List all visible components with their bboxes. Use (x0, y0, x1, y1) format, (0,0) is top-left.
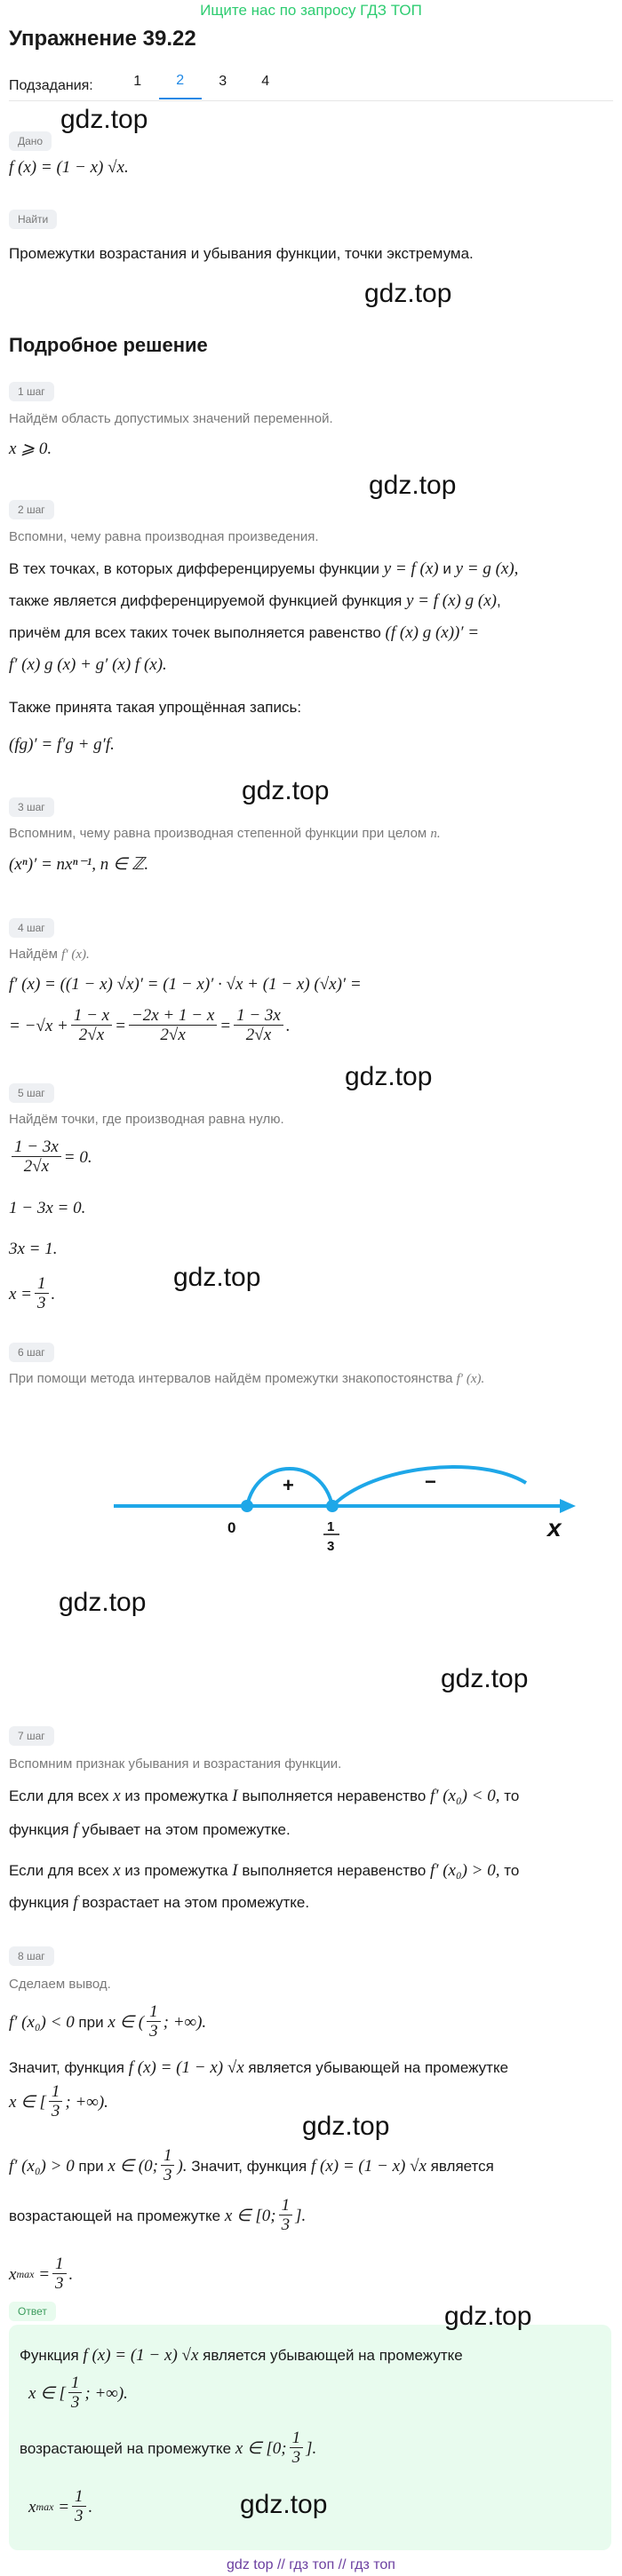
fraction: $\frac{1}{3}$ (161, 2147, 175, 2185)
step-2-hint: Вспомни, чему равна производная произведения. (9, 529, 319, 544)
step-2-line-1: В тех точках, в которых дифференцируемы функции y = f (x) и y = g (x), (9, 559, 519, 578)
watermark: gdz.top (242, 776, 330, 805)
fraction: $\frac{1}{3}$ (68, 2374, 83, 2413)
footer-link-1[interactable]: gdz top (227, 2557, 274, 2572)
step-8-line-2: Значит, функция f (x) = (1 − x) √x является убывающей на промежутке (9, 2058, 509, 2077)
watermark: gdz.top (441, 1664, 529, 1693)
step-1-formula: x ⩾ 0. (9, 440, 52, 458)
footer-link-3[interactable]: гдз топ (350, 2557, 395, 2572)
step-2-tag: 2 шаг (9, 500, 54, 519)
page-title: Упражнение 39.22 (9, 27, 196, 51)
fraction: $\frac{1}{3}$ (290, 2429, 304, 2468)
interval-diagram (0, 1421, 622, 1581)
step-2-line-2: также является дифференцируемой функцией функция y = f (x) g (x), (9, 591, 501, 610)
minus-sign: − (425, 1470, 436, 1493)
step-8-line-1: f′ (x₀) < 0 при x ∈ ( $\frac{1}{3}$ ; +∞). (9, 2002, 207, 2041)
step-8-line-5: возрастающей на промежутке x ∈ [0; $\frac{1}{3}$ ]. (9, 2196, 307, 2234)
watermark: gdz.top (59, 1588, 147, 1617)
step-8-tag: 8 шаг (9, 1946, 54, 1966)
label-third-numerator: 1 (327, 1519, 335, 1534)
fraction: $\frac{1}{3}$ (72, 2488, 86, 2526)
watermark: gdz.top (444, 2302, 532, 2331)
find-tag: Найти (9, 210, 57, 229)
answer-line-3: возрастающей на промежутке x ∈ [0; $\frac{1}{3}$ ]. (20, 2429, 317, 2467)
divider (9, 100, 613, 101)
point-one-third (326, 1500, 339, 1512)
step-8-line-4: f′ (x₀) > 0 при x ∈ (0; $\frac{1}{3}$ ). Значит, функция f (x) = (1 − x) √x является (9, 2146, 494, 2184)
fraction: $\frac{1}{3}$ (35, 1275, 49, 1313)
plus-sign: + (283, 1474, 294, 1496)
answer-tag: Ответ (9, 2302, 56, 2321)
step-7-para-2-line-1: Если для всех x из промежутка I выполняется неравенство f′ (x₀) > 0, то (9, 1861, 520, 1880)
answer-line-1: Функция f (x) = (1 − x) √x является убывающей на промежутке (20, 2346, 463, 2365)
step-7-para-1-line-2: функция f убывает на этом промежутке. (9, 1820, 291, 1839)
fraction: $\frac{1 - 3x}{2√x}$ (234, 1007, 283, 1045)
footer-links: gdz top // гдз топ // гдз топ (227, 2557, 395, 2572)
step-4-hint: Найдём f′ (x). (9, 947, 90, 962)
footer-link-2[interactable]: гдз топ (289, 2557, 335, 2572)
step-8-line-6: x max = $\frac{1}{3}$ . (9, 2255, 74, 2293)
given-tag: Дано (9, 131, 52, 151)
watermark: gdz.top (302, 2112, 390, 2141)
step-7-hint: Вспомним признак убывания и возрастания функции. (9, 1756, 342, 1771)
tab-subtask-2[interactable]: 2 (159, 73, 202, 99)
tab-subtask-4[interactable]: 4 (261, 74, 270, 89)
step-5-tag: 5 шаг (9, 1083, 54, 1103)
tab-subtask-1[interactable]: 1 (133, 74, 142, 89)
solution-title: Подробное решение (9, 334, 208, 356)
step-4-line-2: = −√x + $\frac{1 - x}{2√x}$ = $\frac{-2x + 1 - x}{2√x}$ = $\frac{1 - 3x}{2√x}$ . (9, 1006, 291, 1044)
answer-box (9, 2325, 611, 2550)
step-7-tag: 7 шаг (9, 1726, 54, 1746)
fraction: $\frac{1 - 3x}{2√x}$ (12, 1138, 61, 1177)
answer-line-2: x ∈ [ $\frac{1}{3}$ ; +∞). (28, 2374, 128, 2412)
axis-label-x: x (547, 1514, 562, 1542)
step-8-line-3: x ∈ [ $\frac{1}{3}$ ; +∞). (9, 2082, 108, 2120)
top-search-link[interactable]: Ищите нас по запросу ГДЗ ТОП (200, 2, 422, 19)
subtasks-label: Подзадания: (9, 78, 93, 93)
step-3-formula: (xⁿ)′ = nxⁿ⁻¹, n ∈ ℤ. (9, 855, 149, 874)
step-3-tag: 3 шаг (9, 797, 54, 817)
step-5-line-2: 1 − 3x = 0. (9, 1199, 86, 1217)
step-1-hint: Найдём область допустимых значений переменной. (9, 411, 333, 426)
fraction: $\frac{1 - x}{2√x}$ (71, 1007, 112, 1045)
step-3-hint: Вспомним, чему равна производная степенной функции при целом n. (9, 826, 441, 841)
step-4-tag: 4 шаг (9, 918, 54, 938)
step-5-hint: Найдём точки, где производная равна нулю. (9, 1112, 284, 1127)
watermark: gdz.top (345, 1062, 433, 1091)
step-1-tag: 1 шаг (9, 382, 54, 401)
fraction: $\frac{1}{3}$ (147, 2003, 161, 2041)
step-4-line-1: f′ (x) = ((1 − x) √x)′ = (1 − x)′ · √x + (1 − x) (√x)′ = (9, 975, 362, 994)
watermark: gdz.top (369, 471, 457, 500)
step-2-short-formula: (fg)′ = f′g + g′f. (9, 735, 115, 754)
watermark: gdz.top (364, 279, 452, 308)
fraction: $\frac{1}{3}$ (52, 2255, 67, 2294)
step-7-para-1-line-1: Если для всех x из промежутка I выполняется неравенство f′ (x₀) < 0, то (9, 1787, 520, 1805)
step-2-formula: f′ (x) g (x) + g′ (x) f (x). (9, 655, 167, 674)
given-formula: f (x) = (1 − x) √x. (9, 158, 129, 177)
tab-subtask-3[interactable]: 3 (219, 74, 227, 89)
fraction: $\frac{-2x + 1 - x}{2√x}$ (129, 1007, 217, 1045)
point-zero (241, 1500, 253, 1512)
subtasks-nav (9, 73, 287, 99)
step-6-hint: При помощи метода интервалов найдём промежутки знакопостоянства f′ (x). (9, 1371, 485, 1386)
step-5-line-3: 3x = 1. (9, 1240, 58, 1258)
label-zero: 0 (227, 1519, 236, 1536)
watermark: gdz.top (173, 1263, 261, 1292)
watermark: gdz.top (240, 2490, 328, 2519)
step-2-note: Также принята такая упрощённая запись: (9, 699, 302, 716)
watermark: gdz.top (60, 105, 148, 134)
step-7-para-2-line-2: функция f возрастает на этом промежутке. (9, 1893, 310, 1912)
axis-arrow-icon (560, 1499, 576, 1513)
find-text: Промежутки возрастания и убывания функции, точки экстремума. (9, 245, 474, 262)
answer-line-4: x max = $\frac{1}{3}$ . (28, 2487, 93, 2525)
step-8-hint: Сделаем вывод. (9, 1977, 111, 1992)
fraction: $\frac{1}{3}$ (49, 2083, 63, 2121)
step-2-line-3: причём для всех таких точек выполняется равенство (f (x) g (x))′ = (9, 623, 480, 642)
step-5-line-4: x = $\frac{1}{3}$ . (9, 1274, 56, 1312)
fraction: $\frac{1}{3}$ (279, 2197, 293, 2235)
step-5-line-1: $\frac{1 - 3x}{2√x}$ = 0. (9, 1138, 92, 1177)
label-third-denominator: 3 (327, 1539, 335, 1554)
step-6-tag: 6 шаг (9, 1343, 54, 1362)
